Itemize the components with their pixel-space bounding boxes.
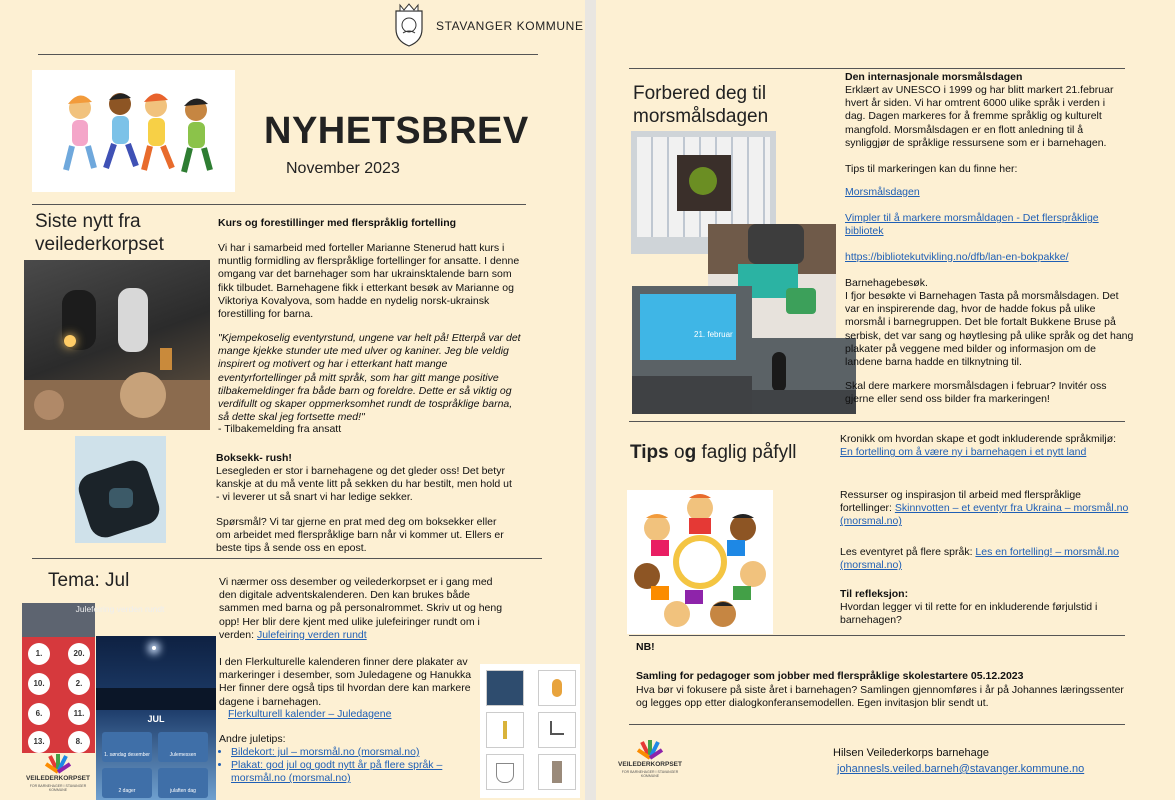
poster-card: 1. søndag desember: [102, 732, 152, 762]
children-jumping-icon: [32, 70, 235, 192]
morsmal-closing: Skal dere markere morsmålsdagen i februar? Invitér oss gjerne eller send oss bilder fra markeringen!: [845, 380, 1107, 406]
calendar-day: 11.: [68, 703, 90, 725]
calendar-day: 6.: [28, 703, 50, 725]
jul-tip-link[interactable]: • Bildekort: jul – morsmål.no (morsmal.no): [231, 746, 483, 759]
nb-title: Samling for pedagoger som jobber med flerspråklige skolestartere 05.12.2023: [636, 670, 1024, 682]
poster-card: 2 dager: [102, 768, 152, 798]
screen-text: 21. februar: [694, 330, 733, 339]
book-bag-photo: [75, 436, 166, 543]
presenter-photo: [752, 338, 856, 414]
jul-intro: Vi nærmer oss desember og veilederkorpset er i gang med den digitale adventskalenderen. Den kan brukes både sammen med barna og på personalrommet. Skriv ut og heng opp! Her blir dere kjent med ulike julefeiringer rundt om i verden: Julefeiring verden rundt: [219, 576, 503, 641]
les-en-fortelling-link[interactable]: Les en fortelling! – morsmål.no (morsmal.no): [840, 546, 1119, 572]
divider: [32, 204, 526, 205]
veilederkorpset-logo-icon: [634, 738, 666, 760]
kurs-title: Kurs og forestillinger med flerspråklig fortelling: [218, 217, 457, 229]
tip-eventyr: Les eventyret på flere språk: Les en fortelling! – morsmål.no (morsmal.no): [840, 546, 1119, 572]
tip-ressurser: Ressurser og inspirasjon til arbeid med flerspråklige fortellinger: Skinnvotten – et eventyr fra Ukraina – morsmål.no (morsmal.no): [840, 489, 1129, 528]
calendar-day: 8.: [68, 731, 90, 753]
calendar-title: Julefeiring verden rundt: [75, 604, 165, 614]
org-name: STAVANGER KOMMUNE: [436, 19, 584, 33]
jul-calendar-text: I den Flerkulturelle kalenderen finner dere plakater av markeringer i desember, som Juledagene og Hanukka Her finner dere også tips til hvordan dere kan markere dagene i barnehagen.: [219, 656, 472, 708]
boksekk-contact: Spørsmål? Vi tar gjerne en prat med deg om boksekker eller om arbeidet med flerspråklige barn når vi kommer ut. Ellers er beste tips å sende oss en epost.: [216, 516, 504, 555]
logo-tagline: FOR BARNEHAGER I STAVANGER KOMMUNE: [621, 770, 679, 778]
newsletter-page-right: [596, 0, 1175, 800]
divider: [32, 558, 542, 559]
reflection-text: Hvordan legger vi til rette for en inkluderende førjulstid i barnehagen?: [840, 601, 1098, 627]
nb-body: Hva bør vi fokusere på siste året i barnehagen? Samlingen gjennomføres i år på Johannes læringssenter og legges opp etter dialogkonferansemodellen. Egen invitasjon blir sendt ut.: [636, 684, 1124, 710]
newsletter-date: November 2023: [286, 160, 400, 177]
boksekk-title: Boksekk- rush!: [216, 452, 292, 464]
calendar-day: 20.: [68, 643, 90, 665]
classroom-screen-photo: [632, 286, 752, 414]
divider: [38, 54, 538, 55]
jul-tips-list: [219, 746, 483, 786]
footer-email-link[interactable]: johannesls.veiled.barneh@stavanger.kommune.no: [837, 763, 1085, 775]
divider: [629, 635, 1125, 636]
calendar-day: 2.: [68, 673, 90, 695]
poster-card: julaften dag: [158, 768, 208, 798]
divider: [629, 68, 1125, 69]
children-circle-illustration: [627, 490, 773, 634]
children-circle-icon: [627, 490, 773, 634]
logo-name: VEILEDERKORPSET: [26, 775, 90, 782]
jul-tip-link[interactable]: • Plakat: god jul og godt nytt år på flere språk – morsmål.no (morsmal.no): [231, 759, 483, 785]
newsletter-page-left: [0, 0, 585, 800]
morsmal-heading: Forbered deg til morsmålsdagen: [633, 83, 769, 127]
flerkulturell-calendar-link[interactable]: Flerkulturell kalender – Juledagene: [228, 708, 392, 720]
newsletter-title: NYHETSBREV: [264, 110, 529, 152]
nb-label: NB!: [636, 641, 655, 653]
logo-tagline: FOR BARNEHAGER I STAVANGER KOMMUNE: [29, 784, 87, 792]
christmas-poster-image: [96, 636, 216, 800]
calendar-day: 1.: [28, 643, 50, 665]
skinnvotten-link[interactable]: Skinnvotten – et eventyr fra Ukraina – morsmål.no (morsmal.no): [840, 502, 1129, 528]
morsmal-tips-intro: Tips til markeringen kan du finne her:: [845, 163, 1018, 175]
kurs-body: Vi har i samarbeid med forteller Marianne Stenerud hatt kurs i muntlig formidling av flerspråklige fortellinger for ansatte. I denne omgang var det barnehager som har ukrainsktalende barn som fikk tilbudet. Barnehagene fikk i etterkant besøk av Marianne og Viktoriya Kovalyova, som hadde en nydelig norsk-ukrainsk forestilling for barna.: [218, 242, 520, 321]
boksekk-body: Lesegleden er stor i barnehagene og det gleder oss! Det betyr kanskje at du må vente litt på sekken du har bestilt, men hold ut - vi leverer ut så snart vi har ledige sekker.: [216, 465, 512, 504]
julefeiring-link[interactable]: Julefeiring verden rundt: [256, 628, 367, 641]
visit-body: I fjor besøkte vi Barnehagen Tasta på morsmålsdagen. Det var en inspirerende dag, hvor de hadde fokus på ulike morsmål i barnegruppen. Det ble fortalt Bukkene Bruse på serbisk, det var sang og høytlesing på ulike språk og det hang plakater på veggene med bilder og informasjon om de landene barna hadde en tilknytning til.: [845, 290, 1134, 369]
kurs-quote: "Kjempekoselig eventyrstund, ungene var helt på! Etterpå var det mange kjekke stunder ute med ulver og kaniner. Jeg ble veldig inspirert og motivert og har i etterkant hatt mange eventyrfortellinger på mitt språk, som har gitt mange positive tilbakemeldinger fra både barn og foreldre. Dette er så viktig og verdifullt og skaper oppmerksomhet rundt de tospråklige barna, så dette skal jeg fortsette med!": [218, 332, 521, 424]
morsmal-title: Den internasjonale morsmålsdagen: [845, 71, 1023, 83]
tips-heading: Tips og faglig påfyll: [630, 442, 797, 463]
divider: [629, 421, 1125, 422]
advent-calendar-image: [22, 603, 95, 753]
footer-greeting: Hilsen Veilederkorps barnehage: [833, 747, 989, 759]
reflection-title: Til refleksjon:: [840, 588, 909, 600]
veilederkorpset-logo-icon: [42, 752, 74, 774]
jul-tips-title: Andre juletips:: [219, 733, 286, 745]
tip-kronikk: Kronikk om hvordan skape et godt inkluderende språkmiljø: En fortelling om å være ny i barnehagen i et nytt land: [840, 433, 1117, 459]
logo-name: VEILEDERKORPSET: [618, 761, 682, 768]
divider: [629, 724, 1125, 725]
bokpakke-link[interactable]: https://bibliotekutvikling.no/dfb/lan-en-bokpakke/: [845, 251, 1069, 263]
kronikk-link[interactable]: En fortelling om å være ny i barnehagen i et nytt land: [840, 446, 1087, 459]
veilederkorpset-logo: [614, 738, 686, 784]
calendar-day: 13.: [28, 731, 50, 753]
calendar-day: 10.: [28, 673, 50, 695]
poster-label: JUL: [147, 714, 165, 724]
kids-illustration: [32, 70, 235, 192]
poster-card: Julemessen: [158, 732, 208, 762]
morsmalsdagen-link[interactable]: Morsmålsdagen: [845, 186, 920, 198]
picture-cards-image: [480, 664, 580, 798]
storytelling-photo: [24, 260, 210, 430]
stavanger-crest-icon: [392, 3, 426, 47]
kurs-attribution: - Tilbakemelding fra ansatt: [218, 423, 342, 435]
vimpler-link[interactable]: Vimpler til å markere morsmåldagen - Det flerspråklige bibliotek: [845, 212, 1099, 238]
jul-heading: Tema: Jul: [48, 570, 130, 591]
veilederkorpset-logo: [22, 752, 94, 798]
visit-title: Barnehagebesøk.: [845, 277, 928, 289]
news-heading: Siste nytt fra veilederkorpset: [35, 211, 164, 255]
morsmal-body: Erklært av UNESCO i 1999 og har blitt markert 21.februar hvert år siden. Vi har omtrent 6000 ulike språk i verden i dag. Dagen markeres for å fremme språklig og kulturelt mangfold. Morsmålsdagen er en flott anledning til å synliggjør de språklige ressursene som er i barnehagen.: [845, 84, 1114, 149]
